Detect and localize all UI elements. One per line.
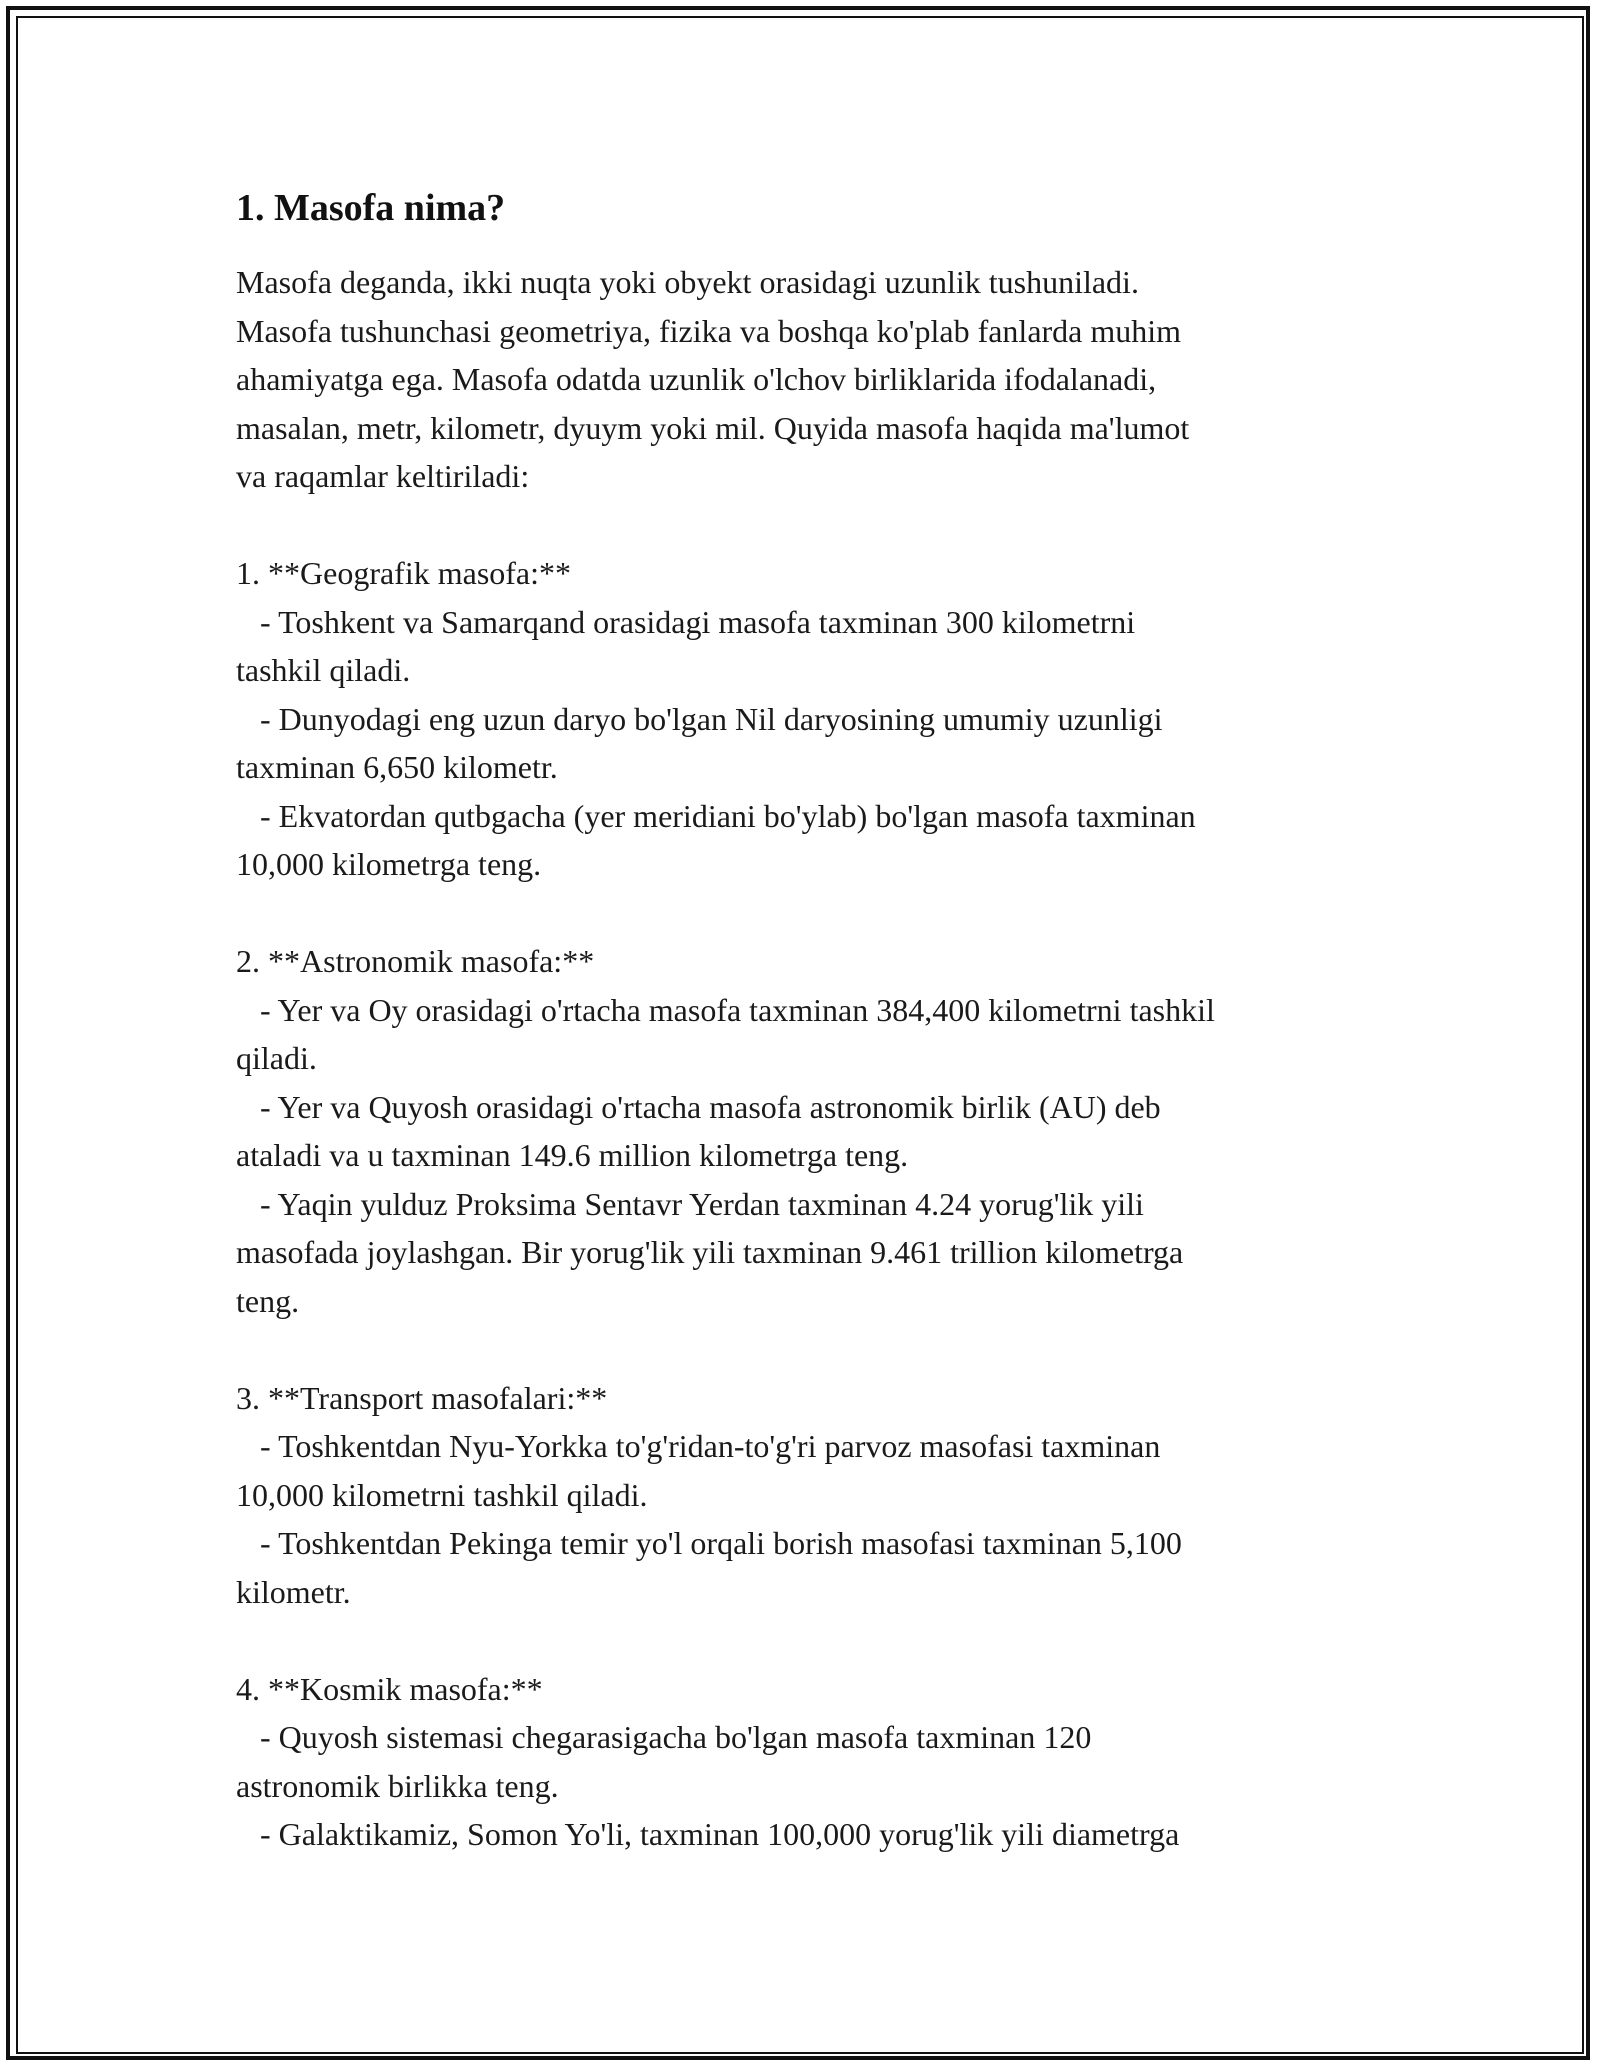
- document-body: [236, 184, 1386, 1859]
- section-heading: 1. Masofa nima?: [236, 187, 506, 229]
- section-text: Masofa deganda, ikki nuqta yoki obyekt orasidagi uzunlik tushuniladi. Masofa tushunchasi geometriya, fizika va boshqa ko'plab fanlarda muhim ahamiyatga ega. Masofa odatda uzunlik o'lchov birliklarida ifodalanadi, masalan, metr, kilometr, dyuym yoki mil. Quyida masofa haqida ma'lumot va raqamlar keltiriladi: 1. **Geografik masofa:** - Toshkent va Samarqand orasidagi masofa taxminan 300 kilometrni tashkil qiladi. - Dunyodagi eng uzun daryo bo'lgan Nil daryosining umumiy uzunligi taxminan 6,650 kilometr. - Ekvatordan qutbgacha (yer meridiani bo'ylab) bo'lgan masofa taxminan 10,000 kilometrga teng. 2. **Astronomik masofa:** - Yer va Oy orasidagi o'rtacha masofa taxminan 384,400 kilometrni tashkil qiladi. - Yer va Quyosh orasidagi o'rtacha masofa astronomik birlik (AU) deb ataladi va u taxminan 149.6 million kilometrga teng. - Yaqin yulduz Proksima Sentavr Yerdan taxminan 4.24 yorug'lik yili masofada joylashgan. Bir yorug'lik yili taxminan 9.461 trillion kilometrga teng. 3. **Transport masofalari:** - Toshkentdan Nyu-Yorkka to'g'ridan-to'g'ri parvoz masofasi taxminan 10,000 kilometrni tashkil qiladi. - Toshkentdan Pekinga temir yo'l orqali borish masofasi taxminan 5,100 kilometr. 4. **Kosmik masofa:** - Quyosh sistemasi chegarasigacha bo'lgan masofa taxminan 120 astronomik birlikka teng. - Galaktikamiz, Somon Yo'li, taxminan 100,000 yorug'lik yili diametrga: [236, 264, 1215, 1852]
